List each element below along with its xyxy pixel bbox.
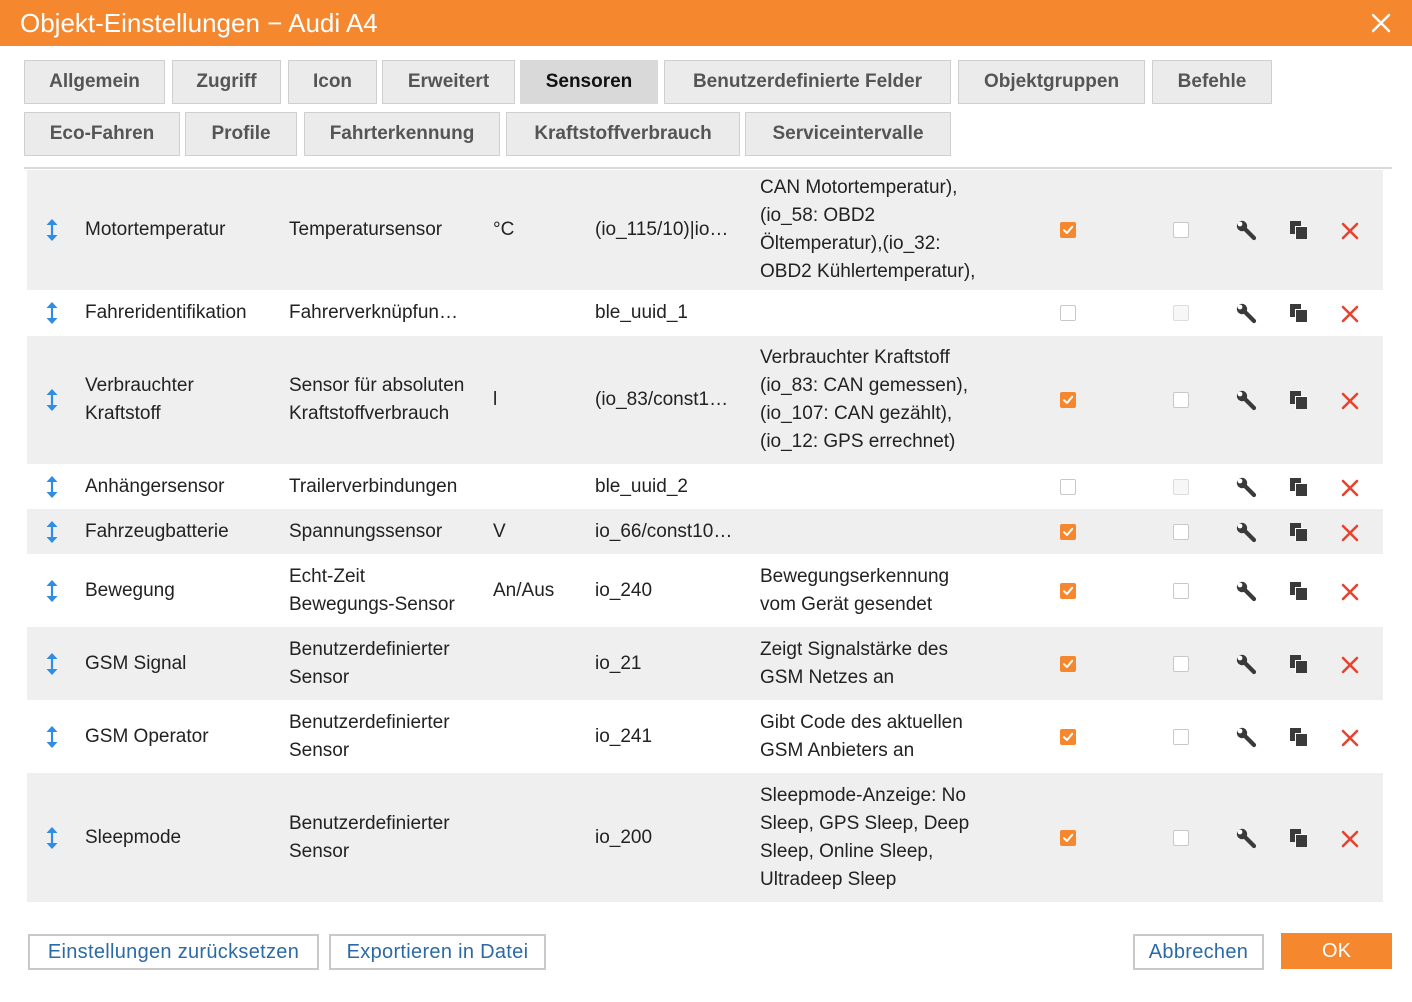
table-row <box>27 700 1383 773</box>
tab-serviceintervalle[interactable]: Serviceintervalle <box>745 112 951 156</box>
close-icon[interactable] <box>1368 10 1394 36</box>
notify-checkbox[interactable] <box>1173 222 1189 238</box>
wrench-icon[interactable] <box>1235 521 1257 543</box>
visible-checkbox[interactable] <box>1060 830 1076 846</box>
sensor-parameter: io_21 <box>595 652 642 674</box>
sensor-parameter: io_66/const10… <box>595 520 733 542</box>
tab-allgemein[interactable]: Allgemein <box>24 60 165 104</box>
ok-button[interactable]: OK <box>1281 933 1392 969</box>
visible-checkbox[interactable] <box>1060 222 1076 238</box>
delete-icon[interactable] <box>1341 728 1359 746</box>
sensor-type: Trailerverbindungen <box>289 475 458 497</box>
copy-icon[interactable] <box>1289 477 1309 497</box>
sensor-description: Gibt Code des aktuellen GSM Anbieters an <box>760 711 963 761</box>
table-row <box>27 336 1383 464</box>
sensor-name: Anhängersensor <box>85 475 225 497</box>
sensor-parameter: (io_83/const1… <box>595 389 729 410</box>
notify-checkbox[interactable] <box>1173 524 1189 540</box>
tab-zugriff[interactable]: Zugriff <box>172 60 281 104</box>
copy-icon[interactable] <box>1289 581 1309 601</box>
sensor-name: Bewegung <box>85 579 175 601</box>
sensor-type: Temperatursensor <box>289 219 443 240</box>
drag-handle-icon[interactable] <box>43 578 61 604</box>
copy-icon[interactable] <box>1289 220 1309 240</box>
tab-erweitert[interactable]: Erweitert <box>382 60 515 104</box>
notify-checkbox[interactable] <box>1173 830 1189 846</box>
sensor-type: Fahrerverknüpfun… <box>289 302 458 323</box>
dialog-titlebar <box>0 0 1412 46</box>
drag-handle-icon[interactable] <box>43 825 61 851</box>
tab-befehle[interactable]: Befehle <box>1152 60 1272 104</box>
drag-handle-icon[interactable] <box>43 474 61 500</box>
table-row <box>27 554 1383 627</box>
visible-checkbox[interactable] <box>1060 583 1076 599</box>
delete-icon[interactable] <box>1341 391 1359 409</box>
sensor-type: Benutzerdefinierter Sensor <box>289 812 450 862</box>
sensor-description: Bewegungserkennung vom Gerät gesendet <box>760 565 950 615</box>
delete-icon[interactable] <box>1341 582 1359 600</box>
sensor-type: Spannungssensor <box>289 520 443 542</box>
wrench-icon[interactable] <box>1235 476 1257 498</box>
table-row <box>27 627 1383 700</box>
sensor-parameter: ble_uuid_2 <box>595 475 688 497</box>
wrench-icon[interactable] <box>1235 726 1257 748</box>
drag-handle-icon[interactable] <box>43 387 61 413</box>
tab-fahrterkennung[interactable]: Fahrterkennung <box>304 112 500 156</box>
notify-checkbox[interactable] <box>1173 392 1189 408</box>
sensor-name: Motortemperatur <box>85 219 226 240</box>
tab-benutzerdefinierte-felder[interactable]: Benutzerdefinierte Felder <box>664 60 951 104</box>
table-row <box>27 773 1383 902</box>
table-row <box>27 509 1383 554</box>
drag-handle-icon[interactable] <box>43 300 61 326</box>
export-to-file-button[interactable]: Exportieren in Datei <box>329 934 546 970</box>
sensor-type: Benutzerdefinierter Sensor <box>289 638 450 688</box>
drag-handle-icon[interactable] <box>43 519 61 545</box>
wrench-icon[interactable] <box>1235 827 1257 849</box>
tab-icon[interactable]: Icon <box>288 60 377 104</box>
tab-profile[interactable]: Profile <box>185 112 297 156</box>
copy-icon[interactable] <box>1289 654 1309 674</box>
wrench-icon[interactable] <box>1235 219 1257 241</box>
sensor-table[interactable] <box>27 170 1383 908</box>
notify-checkbox[interactable] <box>1173 305 1189 321</box>
wrench-icon[interactable] <box>1235 653 1257 675</box>
sensor-name: Fahreridentifikation <box>85 302 247 323</box>
copy-icon[interactable] <box>1289 828 1309 848</box>
tab-objektgruppen[interactable]: Objektgruppen <box>958 60 1145 104</box>
sensor-unit: l <box>493 389 498 410</box>
notify-checkbox[interactable] <box>1173 729 1189 745</box>
sensor-name: GSM Signal <box>85 652 187 674</box>
sensor-parameter: io_241 <box>595 725 653 747</box>
sensor-unit: V <box>493 520 506 542</box>
visible-checkbox[interactable] <box>1060 729 1076 745</box>
reset-settings-button[interactable]: Einstellungen zurücksetzen <box>28 934 319 970</box>
sensor-parameter: (io_115/10)|io… <box>595 219 729 240</box>
copy-icon[interactable] <box>1289 390 1309 410</box>
drag-handle-icon[interactable] <box>43 724 61 750</box>
sensor-name: GSM Operator <box>85 725 209 747</box>
sensor-type: Echt-Zeit Bewegungs-Sensor <box>289 565 455 615</box>
visible-checkbox[interactable] <box>1060 305 1076 321</box>
wrench-icon[interactable] <box>1235 302 1257 324</box>
drag-handle-icon[interactable] <box>43 651 61 677</box>
visible-checkbox[interactable] <box>1060 524 1076 540</box>
sensor-description: Sleepmode-Anzeige: No Sleep, GPS Sleep, Deep Sleep, Online Sleep, Ultradeep Sleep <box>760 784 970 890</box>
sensor-name: Sleepmode <box>85 826 182 848</box>
drag-handle-icon[interactable] <box>43 217 61 243</box>
sensor-parameter: io_200 <box>595 826 653 848</box>
notify-checkbox[interactable] <box>1173 583 1189 599</box>
table-row <box>27 464 1383 509</box>
sensor-type: Benutzerdefinierter Sensor <box>289 711 450 761</box>
tab-sensoren[interactable]: Sensoren <box>520 60 658 104</box>
sensor-unit: °C <box>493 219 515 240</box>
cancel-button[interactable]: Abbrechen <box>1133 934 1264 970</box>
visible-checkbox[interactable] <box>1060 392 1076 408</box>
visible-checkbox[interactable] <box>1060 656 1076 672</box>
sensor-name: Verbrauchter Kraftstoff <box>85 375 194 424</box>
delete-icon[interactable] <box>1341 478 1359 496</box>
wrench-icon[interactable] <box>1235 389 1257 411</box>
tabs-divider <box>24 167 1392 169</box>
wrench-icon[interactable] <box>1235 580 1257 602</box>
delete-icon[interactable] <box>1341 304 1359 322</box>
notify-checkbox[interactable] <box>1173 479 1189 495</box>
delete-icon[interactable] <box>1341 221 1359 239</box>
notify-checkbox[interactable] <box>1173 656 1189 672</box>
tab-eco-fahren[interactable]: Eco-Fahren <box>24 112 180 156</box>
sensor-parameter: ble_uuid_1 <box>595 302 688 323</box>
copy-icon[interactable] <box>1289 727 1309 747</box>
sensor-name: Fahrzeugbatterie <box>85 520 229 542</box>
visible-checkbox[interactable] <box>1060 479 1076 495</box>
sensor-type: Sensor für absoluten Kraftstoffverbrauch <box>289 375 465 424</box>
delete-icon[interactable] <box>1341 829 1359 847</box>
copy-icon[interactable] <box>1289 522 1309 542</box>
table-row <box>27 290 1383 336</box>
sensor-unit: An/Aus <box>493 579 555 601</box>
delete-icon[interactable] <box>1341 655 1359 673</box>
table-row <box>27 170 1383 290</box>
sensor-description: Verbrauchter Kraftstoff (io_83: CAN gemessen), (io_107: CAN gezählt), (io_12: GPS errechnet) <box>760 347 969 452</box>
sensor-parameter: io_240 <box>595 579 653 601</box>
sensor-description: CAN Motortemperatur), (io_58: OBD2 Öltemperatur),(io_32: OBD2 Kühlertemperatur), <box>760 177 976 282</box>
sensor-description: Zeigt Signalstärke des GSM Netzes an <box>760 638 948 688</box>
copy-icon[interactable] <box>1289 303 1309 323</box>
dialog-title: Objekt-Einstellungen − Audi A4 <box>20 8 378 38</box>
tab-kraftstoffverbrauch[interactable]: Kraftstoffverbrauch <box>506 112 740 156</box>
delete-icon[interactable] <box>1341 523 1359 541</box>
